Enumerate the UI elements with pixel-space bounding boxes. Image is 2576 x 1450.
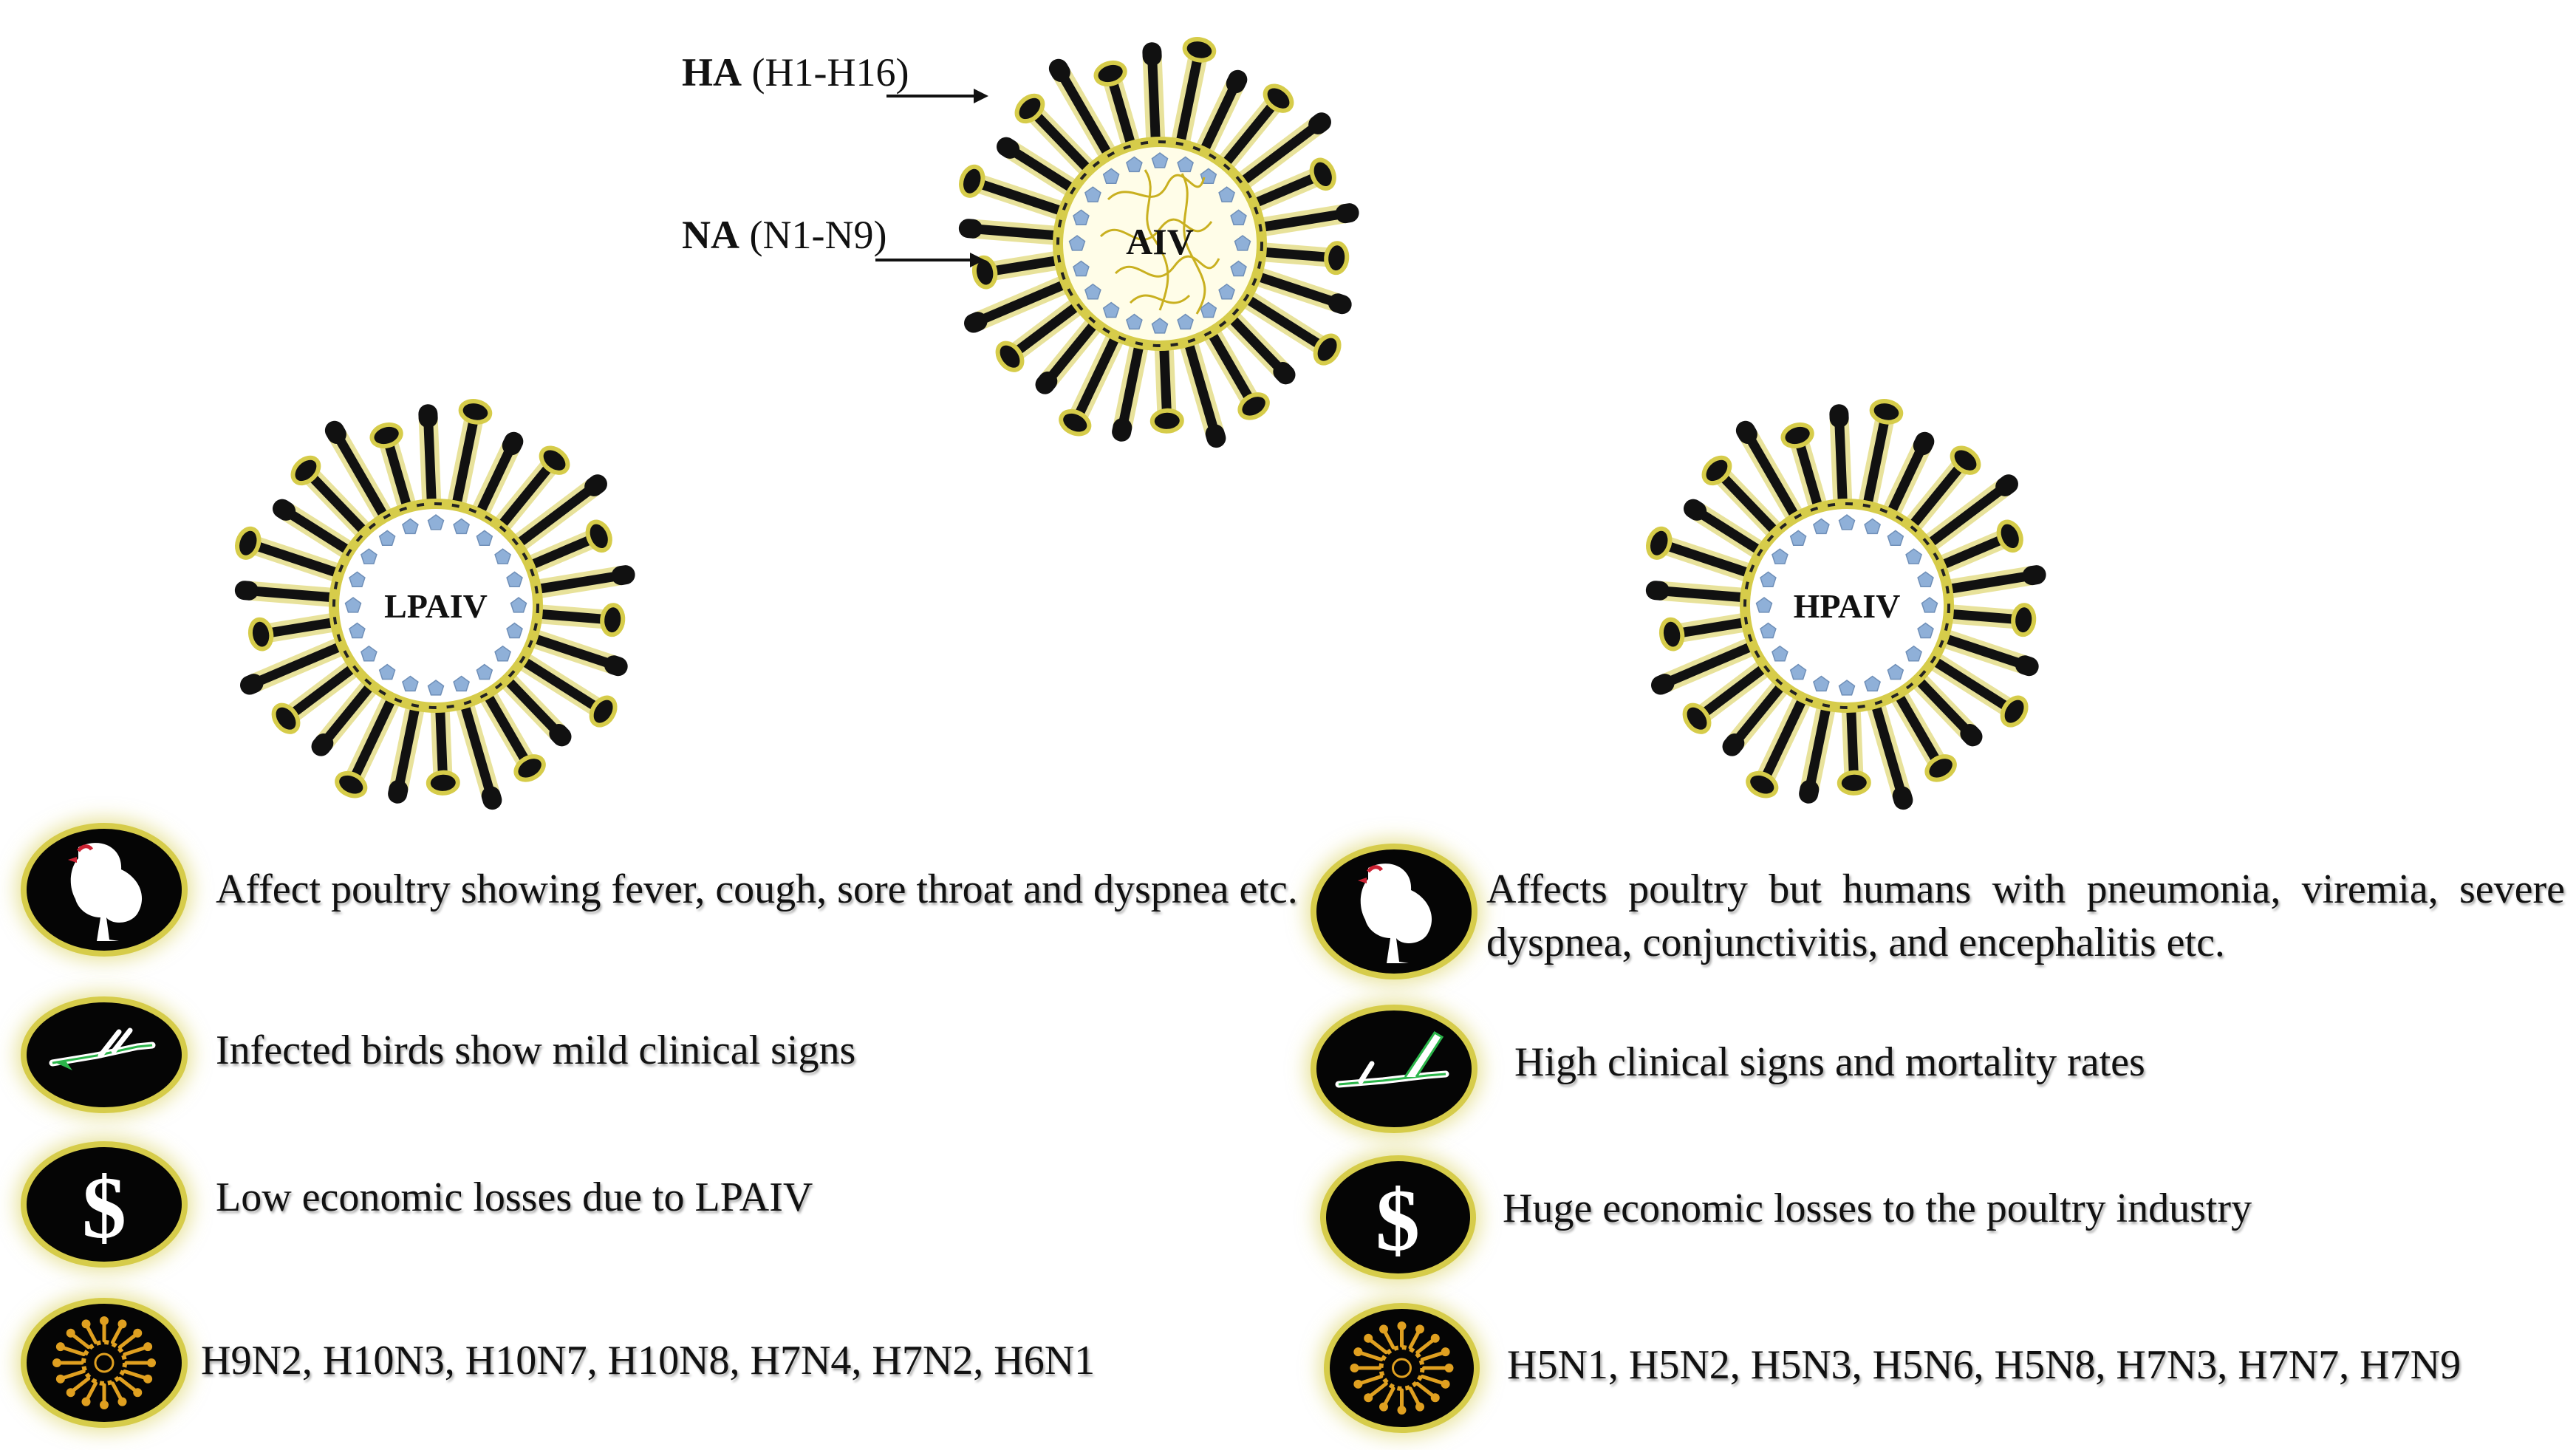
dollar-icon — [27, 1147, 182, 1262]
hpaiv-label: HPAIV — [1793, 587, 1901, 625]
hpaiv-virion — [1618, 369, 2076, 842]
lpaiv-economic-text: Low economic losses due to LPAIV — [216, 1174, 813, 1220]
svg-text:$: $ — [82, 1158, 126, 1256]
virus-icon — [1330, 1309, 1474, 1427]
hpaiv-symptoms-text: Affects poultry but humans with pneumonia, viremia, severe dyspnea, conjunctivitis, and encephalitis etc. — [1486, 866, 2565, 965]
svg-text:$: $ — [1376, 1171, 1420, 1269]
chicken-icon — [27, 829, 182, 951]
dead-bird-icon — [27, 1002, 182, 1107]
ha-annotation — [682, 50, 909, 95]
dead-bird-icon — [1316, 1010, 1472, 1127]
aiv-label: AIV — [1126, 221, 1194, 262]
ha-bold: HA — [682, 50, 742, 95]
lpaiv-subtypes-text: H9N2, H10N3, H10N7, H10N8, H7N4, H7N2, H6N1 — [201, 1338, 1096, 1384]
ha-arrow — [886, 81, 990, 111]
lpaiv-virion — [207, 369, 665, 842]
na-annotation — [682, 213, 886, 257]
chicken-icon — [1316, 849, 1472, 974]
aiv-virion — [931, 0, 1389, 488]
hpaiv-subtypes-text: H5N1, H5N2, H5N3, H5N6, H5N8, H7N3, H7N7, H7N9 — [1507, 1342, 2461, 1388]
hpaiv-clinical-text: High clinical signs and mortality rates — [1514, 1039, 2145, 1085]
hpaiv-economic-text: Huge economic losses to the poultry industry — [1503, 1186, 2252, 1231]
na-range: (N1-N9) — [749, 213, 887, 257]
na-arrow — [875, 245, 986, 275]
na-bold: NA — [682, 213, 739, 257]
ha-range: (H1-H16) — [751, 50, 909, 95]
lpaiv-symptoms-text: Affect poultry showing fever, cough, sore throat and dyspnea etc. — [216, 866, 1298, 912]
virus-icon — [27, 1304, 182, 1422]
dollar-icon — [1326, 1161, 1470, 1273]
lpaiv-clinical-text: Infected birds show mild clinical signs — [216, 1027, 856, 1073]
lpaiv-label: LPAIV — [384, 587, 488, 625]
